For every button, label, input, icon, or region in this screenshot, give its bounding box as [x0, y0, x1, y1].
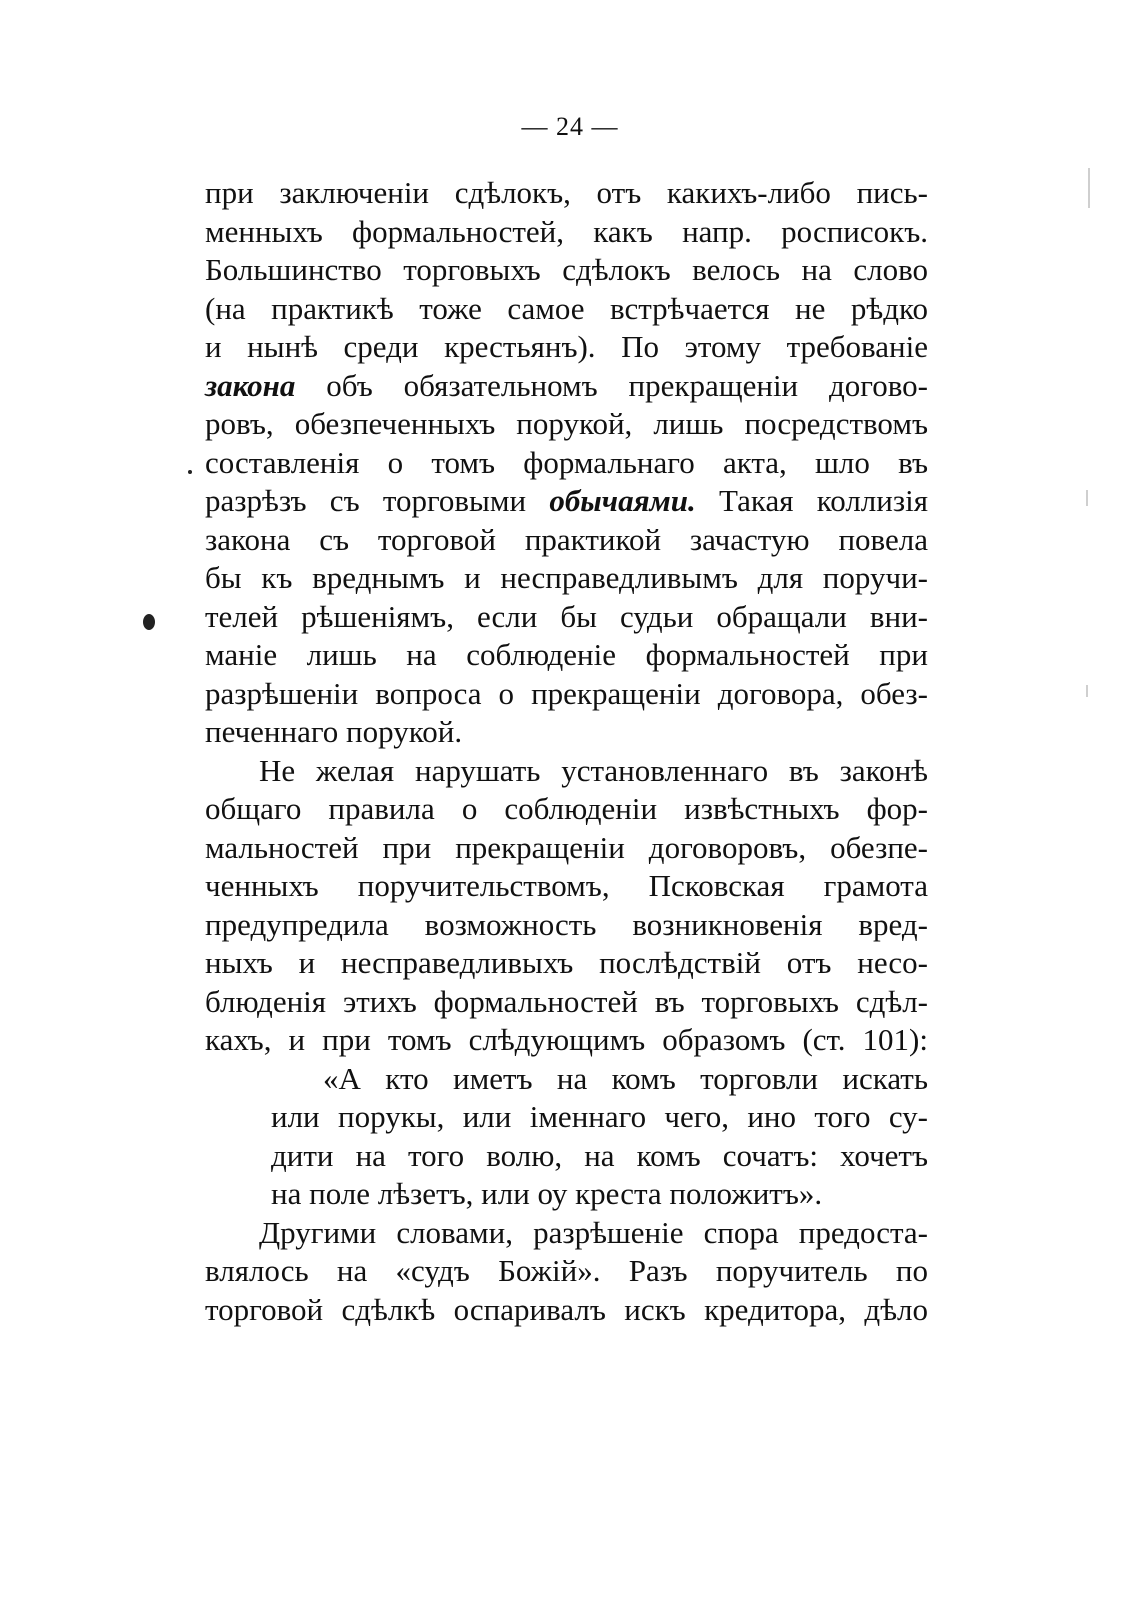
text-line: телей рѣшенiямъ, если бы судьи обращали вни-	[205, 598, 928, 634]
main-text	[205, 174, 928, 1329]
text-line: при заключенiи сдѣлокъ, отъ какихъ-либо пись-	[205, 175, 928, 210]
text-line: торговой сдѣлкѣ оспаривалъ искъ кредитора, дѣло	[205, 1291, 928, 1327]
text-line: ныхъ и несправедливыхъ послѣдствiй отъ несо-	[205, 945, 928, 980]
text-line: блюденiя этихъ формальностей въ торговыхъ сдѣл-	[205, 983, 928, 1019]
text-line: закона съ торговой практикой зачастую повела	[205, 521, 928, 557]
quotation	[205, 1060, 928, 1214]
text-line: ченныхъ поручительствомъ, Псковская грамота	[205, 868, 928, 903]
text-line: кахъ, и при томъ слѣдующимъ образомъ (ст. 101):	[205, 1022, 928, 1057]
paragraph-2	[205, 752, 928, 1060]
text-line: Другими словами, разрѣшенiе спора предоста-	[259, 1214, 928, 1250]
text-line: Не желая нарушать установленнаго въ законѣ	[259, 752, 928, 788]
text-line: менныхъ формальностей, какъ напр. росписокъ.	[205, 213, 928, 249]
text-line: предупредила возможность возникновенiя вред-	[205, 906, 928, 942]
text-line: и нынѣ среди крестьянъ). По этому требованiе	[205, 329, 928, 364]
text-line: печеннаго порукой.	[205, 714, 463, 749]
text-fragment: Такая коллизiя	[695, 483, 928, 518]
text-line: ровъ, обезпеченныхъ порукой, лишь посредствомъ	[205, 406, 928, 441]
text-line: бы къ вреднымъ и несправедливымъ для поручи-	[205, 560, 928, 595]
text-fragment: объ обязательномъ прекращенiи догово-	[295, 367, 928, 403]
ink-blot	[143, 614, 155, 630]
emphasized-word: обычаями.	[549, 483, 696, 518]
emphasized-word: закона	[205, 367, 296, 403]
text-fragment: разрѣзъ съ торговыми	[205, 483, 550, 518]
text-line: манiе лишь на соблюденiе формальностей при	[205, 637, 928, 672]
page-number: — 24 —	[521, 112, 619, 141]
ink-blot	[188, 470, 192, 474]
paragraph-3	[205, 1214, 928, 1330]
text-line: мальностей при прекращенiи договоровъ, обезпе-	[205, 829, 928, 865]
quote-line: на поле лѣзетъ, или оу креста положитъ».	[271, 1176, 823, 1211]
paragraph-1	[205, 174, 928, 752]
scan-margin-mark	[1088, 168, 1090, 208]
text-line: общаго правила о соблюденiи извѣстныхъ фор-	[205, 791, 928, 826]
text-line: разрѣшенiи вопроса о прекращенiи договора, обез-	[205, 675, 928, 711]
text-line: влялось на «судъ Божiй». Разъ поручитель по	[205, 1253, 928, 1288]
scan-margin-mark	[1086, 685, 1088, 697]
quote-line: «А кто иметъ на комъ торговли искать	[323, 1060, 928, 1096]
text-line	[205, 482, 928, 521]
text-line	[205, 367, 928, 406]
text-line: Большинство торговыхъ сдѣлокъ велось на слово	[205, 252, 928, 287]
text-line: составленiя о томъ формальнаго акта, шло въ	[205, 444, 928, 480]
quote-line: или порукы, или iменнаго чего, ино того су-	[271, 1099, 928, 1134]
quote-line: дити на того волю, на комъ сочатъ: хочетъ	[271, 1137, 928, 1173]
text-line: (на практикѣ тоже самое встрѣчается не рѣдко	[205, 290, 928, 326]
scan-margin-mark	[1086, 490, 1088, 506]
